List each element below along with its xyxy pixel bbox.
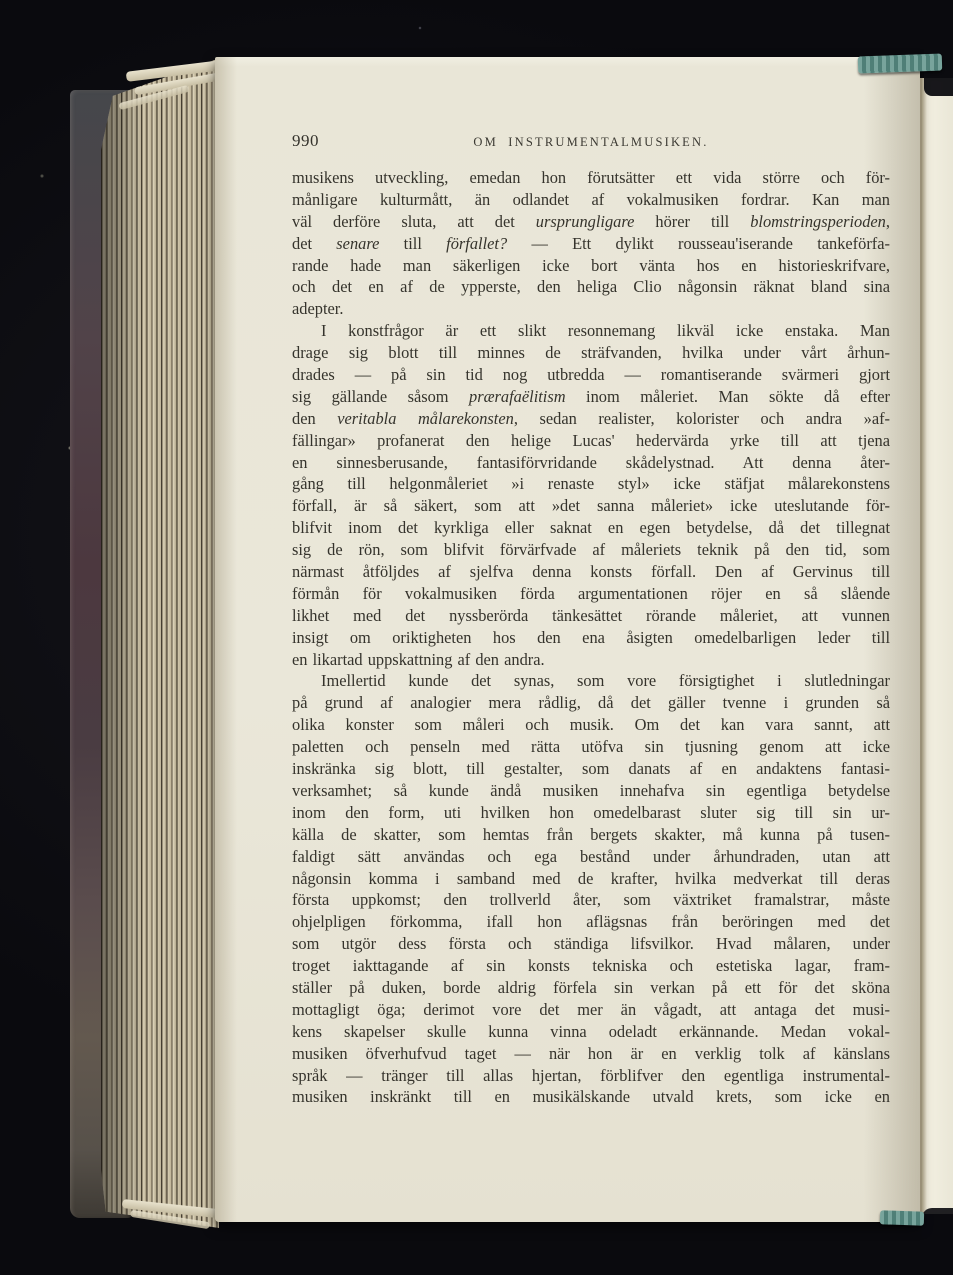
text-line: inskränka sig blott, till gestalter, som danats af en andaktens fantasi- [292, 759, 890, 779]
backdrop-corner [922, 1208, 953, 1238]
text-line: I konstfrågor är ett slikt resonnemang likväl icke enstaka. Man [321, 321, 890, 341]
text-line: källa de skatter, som hemtas från bergets skakter, må kunna på tusen- [292, 824, 890, 844]
text-line: förmån för vokalmusiken förda argumentationen röjer en så slående [292, 583, 890, 603]
text-line: kens skapelser skulle kunna vinna odeladt erkännande. Medan vokal- [292, 1021, 890, 1041]
text-line: insigt om oriktigheten hos den ena åsigten omedelbarligen leder till [292, 627, 890, 647]
text-line: musiken inskränkt till en musikälskande utvald krets, som icke en [292, 1087, 890, 1107]
text-line: den veritabla målarekonsten, sedan realister, kolorister och andra »af- [292, 408, 891, 428]
text-line: musiken öfverhufvud taget — när hon är en verklig tolk af känslans [292, 1043, 890, 1063]
text-line: olika konster som måleri och musik. Om det kan vara sannt, att [292, 715, 890, 735]
text-line: första uppkomst; den trollverld åter, som växtriket framalstrar, måste [292, 890, 890, 910]
text-line: faldigt sätt användas och ega bestånd under århundraden, utan att [292, 846, 890, 866]
headband-bottom [880, 1210, 924, 1226]
text-line: likhet med det nyssberörda tänkesättet rörande måleriet, att vunnen [292, 605, 890, 625]
text-line: ohjelpligen förkomma, ifall hon aflägsnas från beröringen med det [292, 912, 890, 932]
page-stack-edges [101, 56, 219, 1228]
text-line: språk — tränger till allas hjertan, förblifver den egentliga instrumental- [292, 1065, 890, 1085]
page-body [292, 167, 890, 1108]
text-line: Imellertid kunde det synas, som vore försigtighet i slutledningar [321, 671, 890, 691]
text-line: rande hade man säkerligen icke bort vänta hos en historieskrifvare, [292, 255, 890, 275]
next-page-edge [920, 78, 953, 1214]
text-line: musikens utveckling, emedan hon förutsätter ett vida större och för- [292, 168, 890, 187]
text-line: någonsin komma i samband med de krafter, hvilka medverkat till deras [292, 868, 890, 888]
text-line: det senare till förfallet? — Ett dylikt rousseau'iserande tankeförfa- [292, 233, 890, 253]
text-line: och det en af de ypperste, den heliga Clio någonsin räknat bland sina [292, 277, 890, 297]
text-line: adepter. [292, 299, 344, 319]
text-line: blifvit inom det kyrkliga eller saknat en egen betydelse, då det tillegnat [292, 518, 890, 538]
text-line: troget iakttagande af sin konsts tekniska och estetiska lagar, fram- [292, 956, 890, 976]
page-header [292, 131, 890, 153]
text-line: väl derföre sluta, att det ursprungligare hörer till blomstringsperioden, [292, 211, 890, 231]
headband-top [858, 54, 943, 74]
text-line: sig de rön, som blifvit förvärfvade af måleriets teknik på den tid, som [292, 540, 890, 560]
text-line: närmast åtföljdes af sjelfva denna konsts förfall. Den af Gervinus till [292, 562, 890, 582]
text-line: sig gällande såsom prærafaëlitism inom måleriet. Man sökte då efter [292, 386, 890, 406]
running-title: OM INSTRUMENTALMUSIKEN. [473, 135, 709, 149]
text-line: verksamhet; så kunde ändå musiken innehafva sin egentliga betydelse [292, 780, 890, 800]
text-line: ställer på duken, borde aldrig förfela sin verkan på ett för det sköna [292, 977, 890, 997]
text-line: som utgör dess första och ständiga lifsvilkor. Hvad målaren, under [292, 934, 890, 954]
page-number: 990 [292, 131, 319, 150]
text-line: mottagligt öga; derimot vore det mer än vågadt, att antaga det musi- [292, 999, 890, 1019]
text-line: en likartad uppskattning af den andra. [292, 649, 545, 669]
text-line: inom den form, uti hvilken hon omedelbarast sluter sig till sin ur- [292, 802, 890, 822]
text-line: fällingar» profanerat den helige Lucas' hedervärda yrke till att tjena [292, 430, 890, 450]
text-line: förfall, är så säkert, som att »det sanna måleriet» icke uteslutande för- [292, 496, 890, 516]
book-page [215, 57, 920, 1222]
text-line: drage sig blott till minnes de sträfvanden, hvilka under vårt århun- [292, 343, 890, 363]
text-line: drades — på sin tid nog utbredda — romantiserande svärmeri gjort [292, 365, 890, 385]
text-line: paletten och penseln med rätta utöfva sin tjusning genom att icke [292, 737, 890, 757]
text-line: månligare kulturmått, än odlandet af vokalmusiken fordrar. Kan man [292, 189, 890, 209]
text-line: på grund af analogier mera rådlig, då det gäller tvenne i grunden så [292, 693, 890, 713]
text-line: en sinnesberusande, fantasiförvridande skådelystnad. Att denna åter- [292, 452, 890, 472]
text-line: gång till helgonmåleriet »i renaste styl» icke stäfjat målarekonstens [292, 474, 890, 494]
